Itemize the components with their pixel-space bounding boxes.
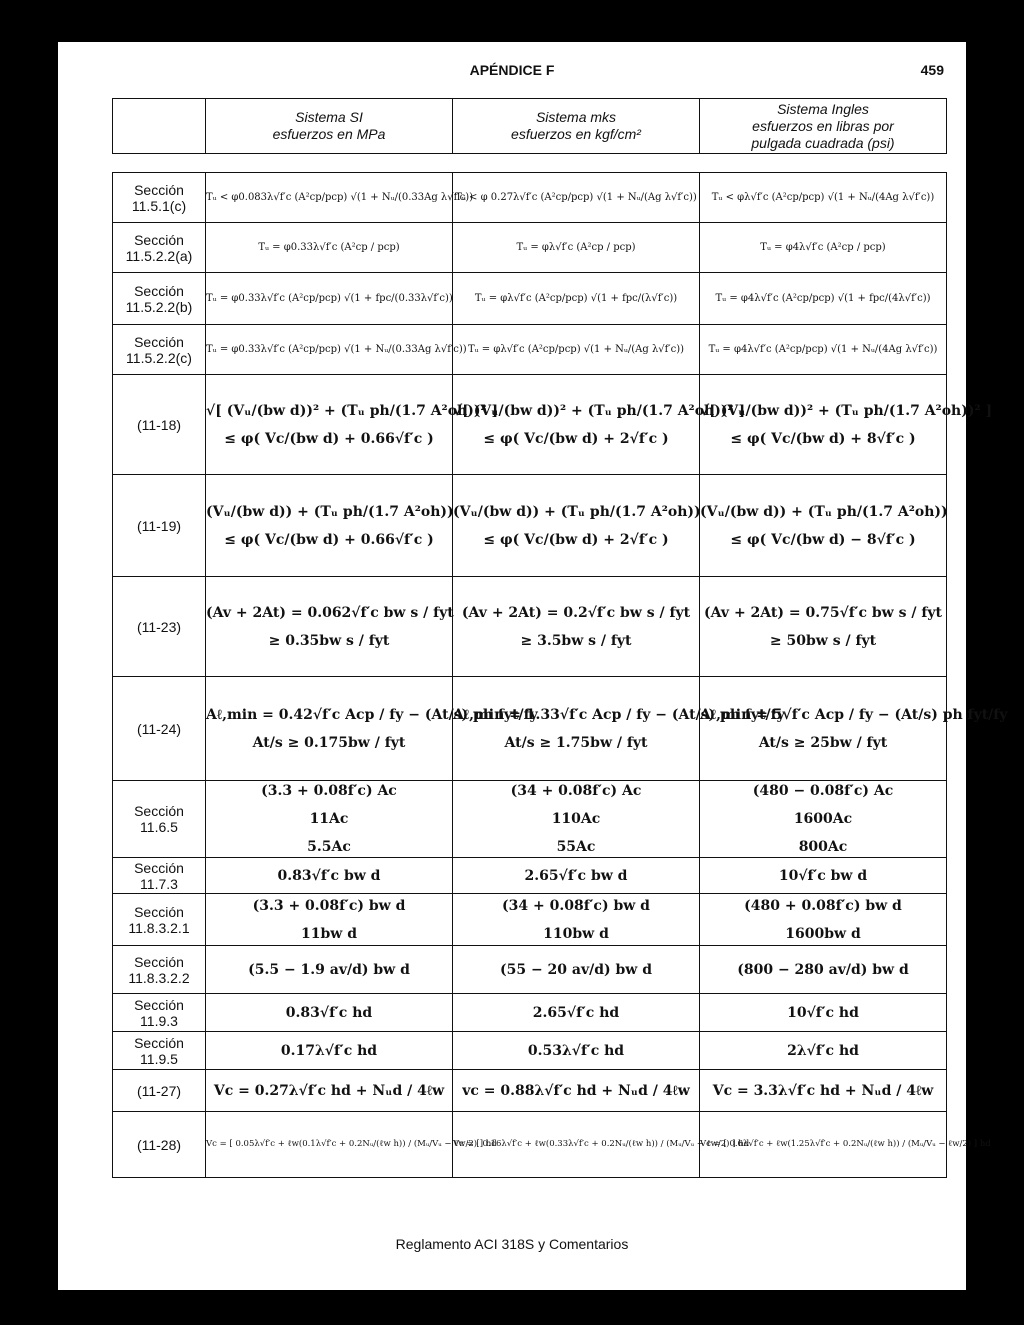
formula-line: At/s ≥ 25bw / fyt (758, 734, 888, 751)
table-row (113, 1032, 947, 1070)
formula-line: Tᵤ = φ0.33λ√f′c (A²cp / pcp) (258, 242, 400, 253)
section-label-line: 11.9.5 (140, 1050, 178, 1067)
table-row (113, 677, 947, 781)
page-footer: Reglamento ACI 318S y Comentarios (395, 1236, 629, 1252)
section-label (113, 375, 206, 475)
formula-line: Aℓ,min = 0.42√f′c Acp / fy − (At/s) ph fyt/fy (206, 706, 538, 723)
formula-line: Vc = [ 0.16λ√f′c + ℓw(0.33λ√f′c + 0.2Nᵤ/(ℓw h)) / (Mᵤ/Vᵤ − ℓw/2) ] hd (453, 1139, 750, 1149)
section-label-line: 11.8.3.2.2 (128, 969, 190, 986)
formula-cell-si (206, 994, 453, 1032)
table-row (113, 375, 947, 475)
section-label-line: 11.7.3 (140, 875, 178, 892)
formula-cell-si (206, 475, 453, 577)
formula-line: vc = 0.88λ√f′c hd + Nᵤd / 4ℓw (462, 1082, 690, 1099)
formula-cell-mks (453, 475, 700, 577)
formula-line: (480 + 0.08f′c) bw d (744, 897, 902, 914)
formula-line: ≥ 50bw s / fyt (769, 632, 877, 649)
formula-line: (5.5 − 1.9 av/d) bw d (248, 961, 410, 978)
page-number: 459 (920, 62, 944, 78)
header-si (206, 99, 453, 154)
formula-line: 5.5Ac (307, 839, 351, 855)
table-row (113, 894, 947, 946)
formula-line: (3.3 + 0.08f′c) bw d (252, 897, 406, 914)
header-mks-line: Sistema mks (535, 109, 617, 125)
header-si-line: Sistema SI (295, 109, 363, 125)
page-header (58, 62, 966, 82)
formula-line: Tᵤ = φ0.33λ√f′c (A²cp/pcp) √(1 + Nᵤ/(0.33Ag λ√f′c)) (206, 344, 467, 355)
section-label-line: Sección (134, 803, 184, 819)
formula-cell-mks (453, 858, 700, 894)
header-mks-line: esfuerzos en kgf/cm² (511, 126, 641, 142)
formula-cell-in (700, 994, 947, 1032)
formula-cell-mks (453, 1070, 700, 1112)
formula-line: 10√f′c bw d (778, 867, 868, 884)
header-si-line: esfuerzos en MPa (272, 126, 386, 142)
section-label-line: (11-24) (136, 720, 182, 737)
formula-line: (55 − 20 av/d) bw d (499, 961, 653, 978)
formula-line: At/s ≥ 0.175bw / fyt (252, 734, 406, 751)
formula-line: Tᵤ < φλ√f′c (A²cp/pcp) √(1 + Nᵤ/(4Ag λ√f′c)) (711, 192, 935, 203)
formula-cell-si (206, 273, 453, 325)
formula-line: (800 − 280 av/d) bw d (737, 961, 909, 978)
section-label-line: 11.5.2.2(b) (125, 298, 193, 315)
formula-cell-in (700, 375, 993, 475)
formula-line: Tᵤ = φ4λ√f′c (A²cp/pcp) √(1 + fpc/(4λ√f′c)) (715, 293, 931, 304)
section-label (113, 273, 206, 325)
formula-line: 0.83√f′c hd (285, 1004, 373, 1021)
section-label-line: 11.9.3 (140, 1012, 178, 1029)
formula-line: 1600Ac (793, 811, 853, 827)
formula-cell-mks (453, 894, 700, 946)
formula-cell-si (206, 375, 499, 475)
formula-cell-si (206, 223, 453, 273)
formula-line: Tᵤ = φλ√f′c (A²cp/pcp) √(1 + fpc/(λ√f′c)) (474, 293, 678, 304)
formula-cell-si (206, 677, 538, 781)
table-row (113, 781, 947, 858)
formula-line: Aℓ,min = 1.33√f′c Acp / fy − (At/s) ph fyt/fy (453, 706, 785, 723)
header-inch-line: esfuerzos en libras por (752, 117, 894, 134)
formula-line: (34 + 0.08f′c) Ac (510, 783, 642, 799)
header-blank-cell (113, 99, 206, 154)
formula-cell-mks (453, 946, 700, 994)
formula-line: Tᵤ = φλ√f′c (A²cp/pcp) √(1 + Nᵤ/(Ag λ√f′c)) (467, 344, 685, 355)
section-label-line: Sección (134, 181, 184, 198)
section-label-line: (11-18) (136, 416, 182, 433)
formula-line: (Av + 2At) = 0.75√f′c bw s / fyt (704, 604, 942, 621)
section-label (113, 173, 206, 223)
header-mks (453, 99, 700, 154)
section-label-line: Sección (134, 333, 184, 350)
formula-line: (480 − 0.08f′c) Ac (752, 783, 894, 799)
section-label (113, 994, 206, 1032)
formula-line: Tᵤ = φ4λ√f′c (A²cp/pcp) √(1 + Nᵤ/(4Ag λ√f′c)) (708, 344, 938, 355)
formula-cell-in (700, 1112, 991, 1178)
section-label (113, 577, 206, 677)
formula-cell-mks (453, 781, 700, 858)
formula-line: ≤ φ( Vc/(bw d) + 8√f′c ) (730, 430, 916, 447)
table-row (113, 325, 947, 375)
section-label (113, 475, 206, 577)
formula-cell-in (700, 273, 947, 325)
section-label (113, 1112, 206, 1178)
formula-line: 10√f′c hd (787, 1004, 859, 1021)
table-row (113, 223, 947, 273)
formula-cell-si (206, 577, 453, 677)
formula-line: (Vᵤ/(bw d)) + (Tᵤ ph/(1.7 A²oh)) (700, 503, 948, 520)
formula-line: (34 + 0.08f′c) bw d (502, 897, 650, 914)
column-header-table (112, 98, 947, 154)
section-label-line: Sección (134, 1034, 184, 1051)
section-label-line: Sección (134, 282, 184, 299)
formula-line: √[ (Vᵤ/(bw d))² + (Tᵤ ph/(1.7 A²oh))² ] (453, 402, 746, 419)
table-row (113, 475, 947, 577)
section-label-line: 11.5.1(c) (131, 197, 187, 214)
section-label-line: (11-27) (136, 1082, 182, 1099)
formula-cell-mks (453, 173, 700, 223)
table-row (113, 273, 947, 325)
formula-cell-mks (453, 1112, 750, 1178)
formula-line: Vc = 0.27λ√f′c hd + Nᵤd / 4ℓw (213, 1082, 445, 1099)
formula-cell-in (700, 475, 947, 577)
formula-cell-si (206, 1070, 453, 1112)
formula-line: 2λ√f′c hd (787, 1042, 859, 1059)
formula-line: 11bw d (301, 925, 357, 942)
formula-line: At/s ≥ 1.75bw / fyt (504, 734, 648, 751)
table-row (113, 1112, 947, 1178)
formula-line: ≤ φ( Vc/(bw d) + 0.66√f′c ) (224, 430, 434, 447)
header-inch-line: Sistema Ingles (777, 100, 869, 117)
section-label (113, 325, 206, 375)
formula-line: Aℓ,min = 5√f′c Acp / fy − (At/s) ph fyt/fy (700, 706, 1008, 723)
formula-cell-in (700, 781, 947, 858)
formula-cell-mks (453, 223, 700, 273)
section-label-line: 11.8.3.2.1 (128, 919, 190, 936)
formula-line: Vc = [ 0.6λ√f′c + ℓw(1.25λ√f′c + 0.2Nᵤ/(ℓw h)) / (Mᵤ/Vᵤ − ℓw/2) ] hd (700, 1139, 991, 1149)
formula-line: 2.65√f′c hd (532, 1004, 620, 1021)
formula-line: 2.65√f′c bw d (524, 867, 628, 884)
document-page (58, 42, 1008, 1290)
formula-line: (Vᵤ/(bw d)) + (Tᵤ ph/(1.7 A²oh)) (453, 503, 701, 520)
formula-line: (3.3 + 0.08f′c) Ac (261, 783, 397, 799)
formula-line: Tᵤ = φ4λ√f′c (A²cp / pcp) (760, 242, 886, 253)
table-row (113, 1070, 947, 1112)
formula-cell-mks (453, 677, 785, 781)
formula-line: ≥ 0.35bw s / fyt (268, 632, 390, 649)
section-label-line: Sección (134, 953, 184, 970)
formula-line: 0.17λ√f′c hd (280, 1042, 378, 1059)
page-title: APÉNDICE F (469, 62, 555, 78)
formula-line: ≤ φ( Vc/(bw d) + 0.66√f′c ) (224, 531, 434, 548)
formula-line: 1600bw d (785, 925, 861, 942)
formula-cell-mks (453, 1032, 700, 1070)
section-label (113, 781, 206, 858)
table-row (113, 994, 947, 1032)
formula-line: 800Ac (798, 839, 848, 855)
section-label (113, 1032, 206, 1070)
formula-cell-mks (453, 325, 700, 375)
section-label-line: Sección (134, 903, 184, 920)
section-label-line: 11.5.2.2(c) (126, 349, 192, 366)
formula-cell-si (206, 858, 453, 894)
section-label-line: (11-23) (136, 618, 182, 635)
formula-line: ≤ φ( Vc/(bw d) + 2√f′c ) (483, 531, 669, 548)
formula-line: (Av + 2At) = 0.2√f′c bw s / fyt (461, 604, 691, 621)
section-label-line: Sección (134, 859, 184, 876)
formula-cell-si (206, 894, 453, 946)
formula-cell-si (206, 325, 467, 375)
table-row (113, 577, 947, 677)
formula-cell-mks (453, 577, 700, 677)
formula-cell-mks (453, 375, 746, 475)
formula-line: Vc = [ 0.05λ√f′c + ℓw(0.1λ√f′c + 0.2Nᵤ/(ℓw h)) / (Mᵤ/Vᵤ − ℓw/2) ] hd (206, 1139, 497, 1149)
formula-line: 11Ac (309, 811, 349, 827)
formula-line: (Vᵤ/(bw d)) + (Tᵤ ph/(1.7 A²oh)) (206, 503, 454, 520)
formula-cell-si (206, 946, 453, 994)
formula-line: 110Ac (551, 811, 601, 827)
formula-line: 0.83√f′c bw d (277, 867, 381, 884)
section-label (113, 223, 206, 273)
formula-cell-mks (453, 273, 700, 325)
formula-line: Tᵤ < φ 0.27λ√f′c (A²cp/pcp) √(1 + Nᵤ/(Ag λ√f′c)) (455, 192, 697, 203)
section-label (113, 1070, 206, 1112)
section-label-line: Sección (134, 996, 184, 1013)
formula-cell-in (700, 1032, 947, 1070)
formula-cell-si (206, 781, 453, 858)
formula-cell-in (700, 946, 947, 994)
header-inch-line: pulgada cuadrada (psi) (751, 134, 895, 151)
section-label-line: 11.5.2.2(a) (125, 247, 193, 264)
formula-cell-in (700, 1070, 947, 1112)
formula-cell-in (700, 223, 947, 273)
formula-cell-mks (453, 994, 700, 1032)
formula-cell-in (700, 577, 947, 677)
formula-cell-in (700, 894, 947, 946)
formula-line: ≤ φ( Vc/(bw d) + 2√f′c ) (483, 430, 669, 447)
section-label-line: Sección (134, 231, 184, 248)
section-label (113, 946, 206, 994)
section-label (113, 858, 206, 894)
formula-cell-in (700, 325, 947, 375)
section-label (113, 677, 206, 781)
table-row (113, 858, 947, 894)
formula-cell-in (700, 173, 947, 223)
formula-cell-si (206, 1112, 497, 1178)
formula-line: Vc = 3.3λ√f′c hd + Nᵤd / 4ℓw (712, 1082, 934, 1099)
section-label-line: (11-28) (136, 1136, 182, 1153)
table-row (113, 173, 947, 223)
formula-line: √[ (Vᵤ/(bw d))² + (Tᵤ ph/(1.7 A²oh))² ] (700, 402, 993, 419)
formula-line: 110bw d (543, 925, 609, 942)
formula-line: 0.53λ√f′c hd (527, 1042, 625, 1059)
formula-line: Tᵤ = φ0.33λ√f′c (A²cp/pcp) √(1 + fpc/(0.33λ√f′c)) (206, 293, 453, 304)
section-label (113, 894, 206, 946)
section-label-line: (11-19) (136, 517, 182, 534)
formula-cell-in (700, 677, 1008, 781)
formula-line: Tᵤ < φ0.083λ√f′c (A²cp/pcp) √(1 + Nᵤ/(0.33Ag λ√f′c)) (206, 192, 474, 203)
header-inch (700, 99, 947, 154)
formula-line: ≥ 3.5bw s / fyt (520, 632, 632, 649)
formula-line: (Av + 2At) = 0.062√f′c bw s / fyt (206, 604, 454, 621)
formula-line: 55Ac (556, 839, 596, 855)
section-label-line: 11.6.5 (140, 819, 178, 835)
formula-cell-si (206, 173, 474, 223)
formula-cell-si (206, 1032, 453, 1070)
table-row (113, 946, 947, 994)
formula-cell-in (700, 858, 947, 894)
formula-line: ≤ φ( Vc/(bw d) − 8√f′c ) (730, 531, 916, 548)
formula-line: √[ (Vᵤ/(bw d))² + (Tᵤ ph/(1.7 A²oh))² ] (206, 402, 499, 419)
equivalence-table (112, 172, 1008, 1178)
formula-line: Tᵤ = φλ√f′c (A²cp / pcp) (516, 242, 636, 253)
